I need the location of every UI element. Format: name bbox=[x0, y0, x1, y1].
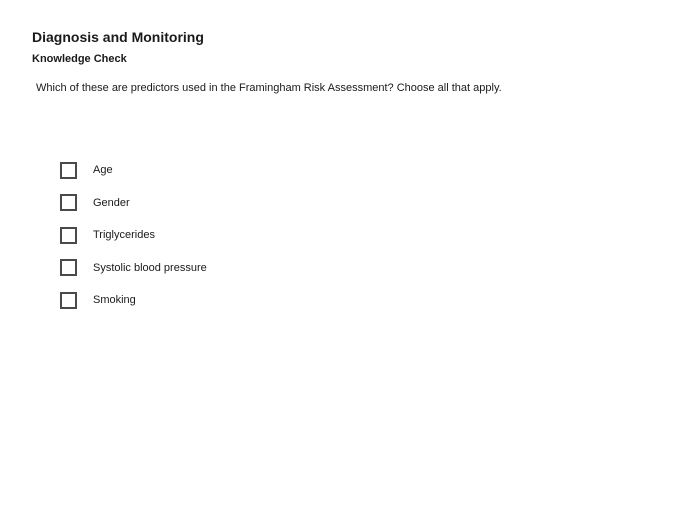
section-subtitle: Knowledge Check bbox=[32, 53, 127, 65]
answer-options bbox=[60, 154, 207, 317]
option-gender[interactable] bbox=[60, 187, 207, 220]
option-label: Triglycerides bbox=[93, 229, 155, 242]
option-systolic-blood-pressure[interactable] bbox=[60, 252, 207, 285]
option-smoking[interactable] bbox=[60, 284, 207, 317]
option-checkbox[interactable] bbox=[60, 162, 77, 179]
option-triglycerides[interactable] bbox=[60, 219, 207, 252]
option-label: Smoking bbox=[93, 294, 136, 307]
option-checkbox[interactable] bbox=[60, 194, 77, 211]
option-label: Systolic blood pressure bbox=[93, 261, 207, 274]
option-checkbox[interactable] bbox=[60, 227, 77, 244]
option-age[interactable] bbox=[60, 154, 207, 187]
option-checkbox[interactable] bbox=[60, 259, 77, 276]
option-label: Gender bbox=[93, 196, 130, 209]
option-checkbox[interactable] bbox=[60, 292, 77, 309]
question-text: Which of these are predictors used in the Framingham Risk Assessment? Choose all that apply. bbox=[36, 82, 502, 94]
option-label: Age bbox=[93, 164, 113, 177]
page-title: Diagnosis and Monitoring bbox=[32, 29, 204, 45]
